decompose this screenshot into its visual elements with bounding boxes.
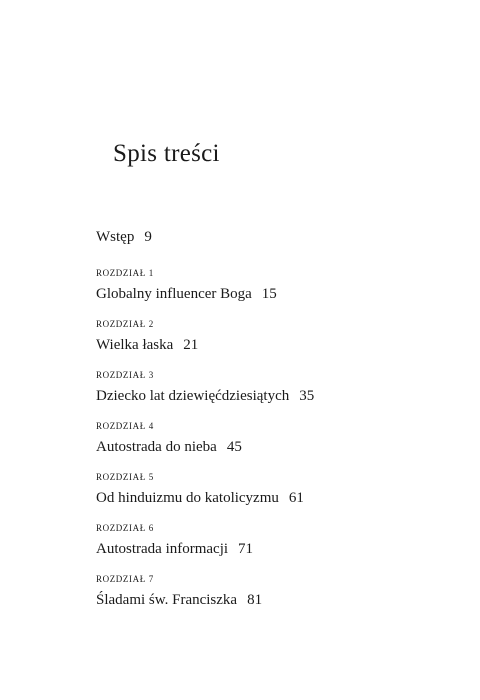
chapter-label — [96, 369, 456, 381]
toc-chapter-7 — [96, 573, 456, 609]
chapter-label — [96, 267, 456, 279]
page-title: Spis treści — [113, 140, 220, 167]
entry-page-number: 9 — [144, 229, 152, 245]
entry-page-number: 21 — [183, 337, 199, 353]
toc-entry — [96, 285, 456, 303]
toc-entry-intro — [96, 228, 456, 246]
entry-title: Globalny influencer Boga — [96, 286, 252, 302]
toc-chapter-5 — [96, 471, 456, 507]
entry-page-number: 15 — [261, 286, 277, 302]
entry-title: Autostrada informacji — [96, 541, 229, 557]
chapter-label — [96, 420, 456, 432]
toc-entry — [96, 540, 456, 558]
chapter-label-word: ROZDZIAŁ — [96, 370, 146, 380]
entry-title: Autostrada do nieba — [96, 439, 217, 455]
chapter-label-word: ROZDZIAŁ — [96, 421, 146, 431]
toc-chapter-1 — [96, 267, 456, 303]
entry-title: Śladami św. Franciszka — [96, 592, 238, 608]
chapter-label — [96, 522, 456, 534]
chapter-label — [96, 318, 456, 330]
chapter-number: 2 — [148, 319, 154, 329]
entry-title: Wstęp — [96, 229, 135, 245]
toc-entry — [96, 336, 456, 354]
entry-page-number: 61 — [288, 490, 304, 506]
chapter-number: 7 — [148, 574, 154, 584]
toc-entry — [96, 387, 456, 405]
chapter-label-word: ROZDZIAŁ — [96, 472, 146, 482]
entry-title: Od hinduizmu do katolicyzmu — [96, 490, 279, 506]
toc-entry — [96, 489, 456, 507]
entry-page-number: 45 — [226, 439, 242, 455]
toc-entry — [96, 591, 456, 609]
chapter-number: 4 — [148, 421, 154, 431]
entry-page-number: 71 — [238, 541, 254, 557]
chapter-number: 3 — [148, 370, 154, 380]
entry-title: Wielka łaska — [96, 337, 174, 353]
chapter-label-word: ROZDZIAŁ — [96, 319, 146, 329]
entry-page-number: 81 — [247, 592, 263, 608]
chapter-label-word: ROZDZIAŁ — [96, 523, 146, 533]
chapter-number: 6 — [148, 523, 154, 533]
chapter-label — [96, 471, 456, 483]
toc-chapter-3 — [96, 369, 456, 405]
chapter-number: 1 — [148, 268, 154, 278]
table-of-contents — [96, 228, 456, 624]
toc-chapter-2 — [96, 318, 456, 354]
entry-page-number: 35 — [299, 388, 315, 404]
entry-title: Dziecko lat dziewięćdziesiątych — [96, 388, 290, 404]
chapter-label-word: ROZDZIAŁ — [96, 574, 146, 584]
chapter-number: 5 — [148, 472, 154, 482]
toc-entry — [96, 438, 456, 456]
chapter-label-word: ROZDZIAŁ — [96, 268, 146, 278]
toc-chapter-6 — [96, 522, 456, 558]
chapter-label — [96, 573, 456, 585]
toc-chapter-4 — [96, 420, 456, 456]
